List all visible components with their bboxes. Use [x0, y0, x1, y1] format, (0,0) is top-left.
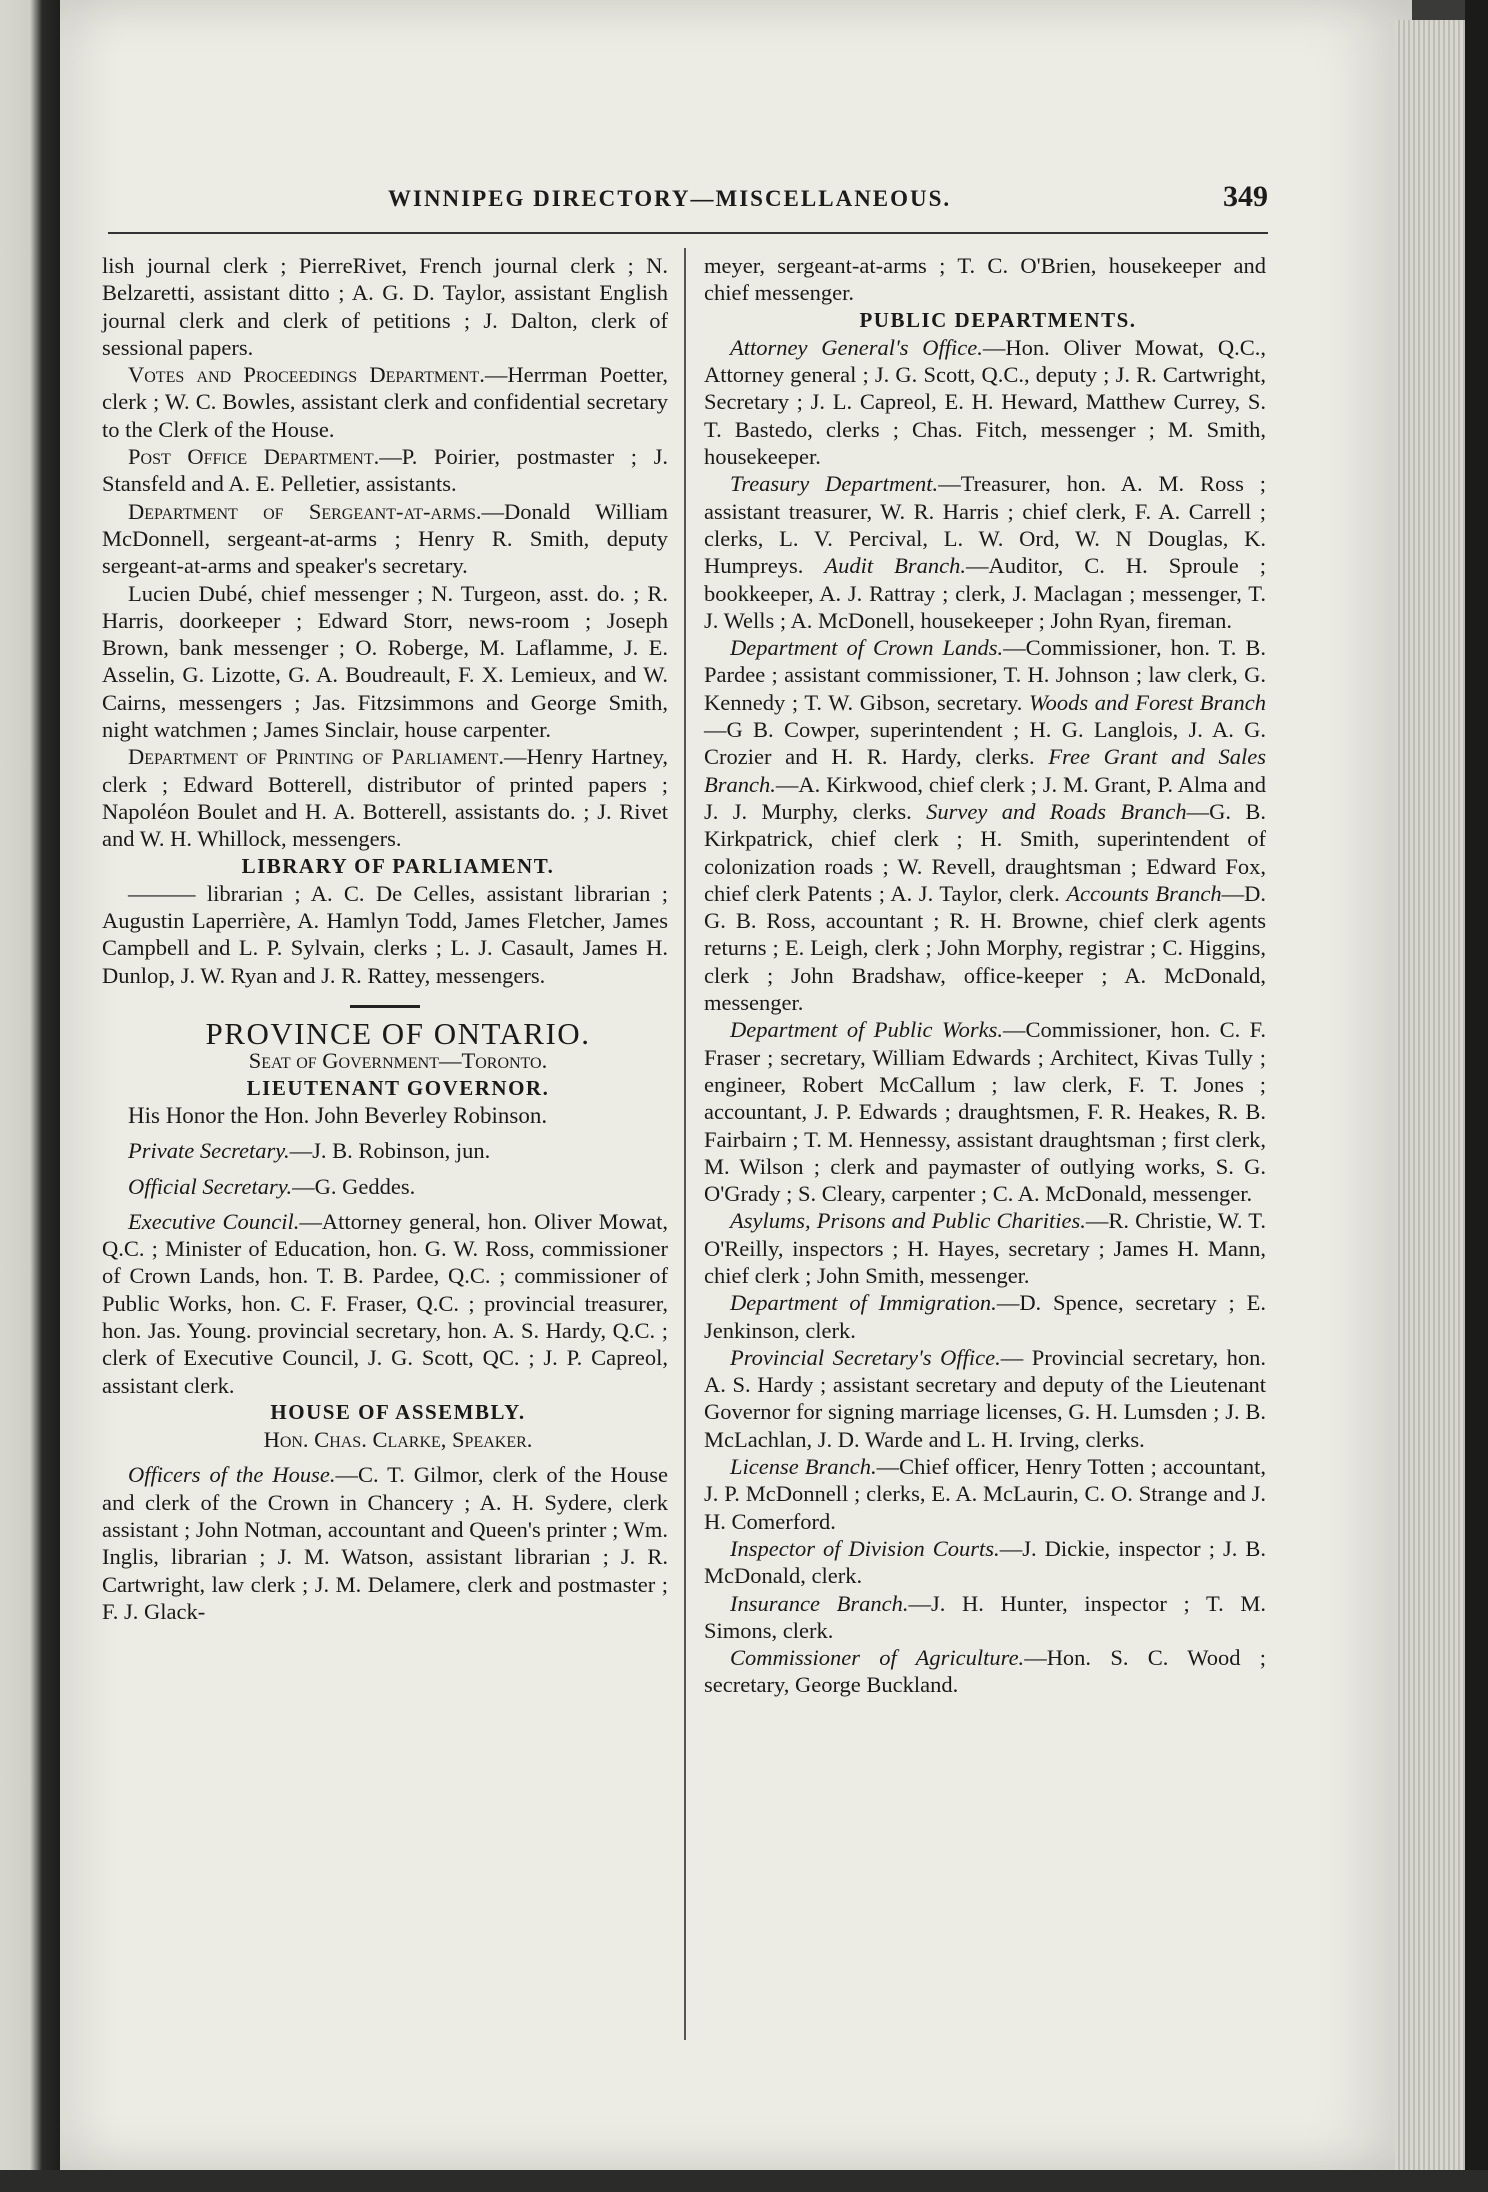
attorney-general-office — [704, 334, 1266, 470]
house-of-assembly-heading: HOUSE OF ASSEMBLY. — [270, 1399, 526, 1424]
running-header — [108, 180, 1268, 220]
crown-lands-body: —Commissioner, hon. T. B. Pardee ; assistant commissioner, T. H. Johnson ; law clerk, G. Kennedy ; T. W. Gibson, secretary. — [704, 635, 1266, 715]
free-grant-body: —A. Kirkwood, chief clerk ; J. M. Grant, P. Alma and J. J. Murphy, clerks. — [704, 771, 1266, 824]
immigration-body: —D. Spence, secretary ; E. Jenkinson, clerk. — [704, 1290, 1266, 1343]
license-branch-heading: License Branch. — [730, 1454, 877, 1480]
officers-of-house — [102, 1461, 668, 1625]
agriculture-body: —Hon. S. C. Wood ; secretary, George Buckland. — [704, 1645, 1266, 1698]
votes-department — [102, 361, 668, 443]
survey-roads-body: —G. B. Kirkpatrick, chief clerk ; H. Smith, superintendent of colonization roads ; W. Revell, draughtsman ; Edward Fox, chief clerk Patents ; A. J. Taylor, clerk. — [704, 798, 1266, 906]
official-secretary — [102, 1173, 668, 1200]
division-courts — [704, 1535, 1266, 1590]
left-paragraph-1: lish journal clerk ; PierreRivet, French journal clerk ; N. Belzaretti, assistant ditto ; A. G. D. Taylor, assistant English journal clerk and clerk of petitions ; J. Dalton, clerk of sessional papers. — [102, 253, 668, 360]
insurance-branch-body: —J. H. Hunter, inspector ; T. M. Simons, clerk. — [704, 1590, 1267, 1643]
official-secretary-body: —G. Geddes. — [292, 1173, 416, 1199]
page-edges — [1395, 20, 1465, 2190]
votes-department-body: —Herrman Poetter, clerk ; W. C. Bowles, assistant clerk and confidential secretary to the Clerk of the House. — [102, 362, 668, 442]
lieutenant-governor-heading: LIEUTENANT GOVERNOR. — [246, 1075, 550, 1100]
column-separator — [684, 248, 686, 2040]
library-body: ——— librarian ; A. C. De Celles, assistant librarian ; Augustin Laperrière, A. Hamlyn Todd, James Fletcher, James Campbell and L. P. Sylvain, clerks ; L. J. Casault, James H. Dunlop, J. W. Ryan and J. R. Rattey, messengers. — [102, 880, 668, 988]
division-courts-heading: Inspector of Division Courts. — [730, 1535, 1000, 1561]
provincial-secretary-office — [704, 1344, 1266, 1453]
header-rule — [108, 232, 1268, 234]
post-office-heading: Post Office Department. — [128, 444, 380, 470]
printing-body: —Henry Hartney, clerk ; Edward Botterell, distributor of printed papers ; Napoléon Boulet and H. A. Botterell, assistants do. ; J. Rivet and W. H. Whillock, messengers. — [102, 744, 668, 852]
immigration-heading: Department of Immigration. — [730, 1290, 997, 1316]
speaker-line: Hon. Chas. Clarke, Speaker. — [263, 1427, 533, 1453]
woods-forest-body: —G B. Cowper, superintendent ; H. G. Langlois, J. A. G. Crozier and H. R. Hardy, clerks. — [704, 717, 1266, 770]
executive-council — [102, 1208, 668, 1399]
immigration-department — [704, 1289, 1266, 1344]
bottom-band — [0, 2170, 1488, 2192]
survey-roads-heading: Survey and Roads Branch — [926, 798, 1187, 824]
asylums-charities — [704, 1207, 1266, 1289]
asylums-body: —R. Christie, W. T. O'Reilly, inspectors ; H. Hayes, secretary ; James H. Mann, chief clerk ; John Smith, messenger. — [704, 1208, 1267, 1288]
agriculture-commissioner — [704, 1644, 1266, 1699]
official-secretary-heading: Official Secretary. — [128, 1173, 293, 1199]
provincial-secretary-body: — Provincial secretary, hon. A. S. Hardy ; assistant secretary and deputy of the Lieutenant Governor for signing marriage licenses, G. H. Lumsden ; J. B. McLachlan, J. D. Warde and L. H. Irving, clerks. — [704, 1344, 1267, 1452]
right-column — [704, 252, 1266, 1699]
attorney-general-body: —Hon. Oliver Mowat, Q.C., Attorney general ; J. G. Scott, Q.C., deputy ; J. R. Cartwright, Secretary ; J. L. Capreol, E. H. Heward, Matthew Currey, S. T. Bastedo, clerks ; Chas. Fitch, messenger ; M. Smith, housekeeper. — [704, 334, 1267, 470]
accounts-branch-heading: Accounts Branch — [1066, 880, 1222, 906]
executive-council-body: —Attorney general, hon. Oliver Mowat, Q.C. ; Minister of Education, hon. G. W. Ross, commissioner of Crown Lands, hon. T. B. Pardee, Q.C. ; commissioner of Public Works, hon. C. F. Fraser, Q.C. ; provincial treasurer, hon. Jas. Young. provincial secretary, hon. A. S. Hardy, Q.C. ; clerk of Executive Council, J. G. Scott, QC. ; J. P. Capreol, assistant clerk. — [102, 1208, 668, 1398]
votes-department-heading: Votes and Proceedings Department. — [128, 362, 485, 388]
page-number: 349 — [1223, 180, 1268, 213]
accounts-branch-body: —D. G. B. Ross, accountant ; R. H. Browne, chief clerk agents returns ; E. Leigh, clerk ; John Morphy, registrar ; C. Higgins, clerk ; John Bradshaw, office-keeper ; A. McDonald, messenger. — [704, 880, 1266, 1016]
public-works-heading: Department of Public Works. — [730, 1017, 1003, 1043]
insurance-branch — [704, 1590, 1266, 1645]
section-divider — [350, 1005, 420, 1008]
book-spine — [1465, 0, 1488, 2192]
printing-department — [102, 743, 668, 852]
private-secretary-heading: Private Secretary. — [128, 1138, 290, 1164]
executive-council-heading: Executive Council. — [128, 1208, 300, 1234]
audit-branch-heading: Audit Branch. — [824, 553, 967, 579]
public-departments-heading: PUBLIC DEPARTMENTS. — [859, 307, 1137, 332]
free-grant-heading: Free Grant and Sales Branch. — [704, 744, 1267, 797]
agriculture-heading: Commissioner of Agriculture. — [730, 1645, 1025, 1671]
audit-branch-body: —Auditor, C. H. Sproule ; bookkeeper, A. J. Rattray ; clerk, J. Maclagan ; messenger, T. J. Wells ; A. McDonell, housekeeper ; John Ryan, fireman. — [704, 553, 1267, 633]
sergeant-department — [102, 498, 668, 580]
post-office-body: —P. Poirier, postmaster ; J. Stansfeld and A. E. Pelletier, assistants. — [102, 444, 668, 497]
running-title: WINNIPEG DIRECTORY—MISCELLANEOUS. — [388, 186, 952, 211]
left-margin — [0, 0, 60, 2192]
messengers-paragraph: Lucien Dubé, chief messenger ; N. Turgeon, asst. do. ; R. Harris, doorkeeper ; Edward Storr, news-room ; Joseph Brown, bank messenger ; O. Roberge, M. Laflamme, J. E. Asselin, G. Lizotte, G. A. Boudreault, F. X. Lemieux, and W. Cairns, messengers ; Jas. Fitzsimmons and George Smith, night watchmen ; James Sinclair, house carpenter. — [102, 580, 668, 743]
crown-lands-heading: Department of Crown Lands. — [730, 635, 1004, 661]
officers-heading: Officers of the House. — [128, 1462, 336, 1488]
treasury-heading: Treasury Department. — [730, 471, 939, 497]
library-heading: LIBRARY OF PARLIAMENT. — [241, 853, 555, 878]
printing-heading: Department of Printing of Parliament. — [128, 744, 504, 770]
provincial-secretary-heading: Provincial Secretary's Office. — [730, 1344, 1001, 1370]
division-courts-body: —J. Dickie, inspector ; J. B. McDonald, clerk. — [704, 1535, 1266, 1589]
public-works-body: —Commissioner, hon. C. F. Fraser ; secretary, William Edwards ; Architect, Kivas Tully ; engineer, Robert McCallum ; law clerk, F. T. Jones ; accountant, J. P. Edwards ; draughtsmen, F. R. Heakes, R. B. Fairbairn ; T. M. Hennessy, assistant draughtsman ; first clerk, M. Wilson ; clerk and paymaster of outlying works, S. G. O'Grady ; S. Cleary, carpenter ; C. A. McDonald, messenger. — [704, 1017, 1266, 1207]
seat-of-government: Seat of Government—Toronto. — [248, 1048, 548, 1074]
insurance-branch-heading: Insurance Branch. — [730, 1590, 909, 1616]
license-branch-body: —Chief officer, Henry Totten ; accountant, J. P. McDonnell ; clerks, E. A. McLaurin, C. O. Strange and J. H. Comerford. — [704, 1454, 1266, 1534]
post-office-department — [102, 443, 668, 498]
attorney-general-heading: Attorney General's Office. — [730, 334, 983, 360]
sergeant-heading: Department of Sergeant-at-arms. — [128, 498, 482, 524]
treasury-department — [704, 470, 1266, 634]
left-column — [102, 252, 668, 1625]
treasury-body: —Treasurer, hon. A. M. Ross ; assistant treasurer, W. R. Harris ; chief clerk, F. A. Carrell ; clerks, L. V. Percival, L. W. Ord, W. N Douglas, K. Humpreys. — [704, 471, 1266, 579]
private-secretary-body: —J. B. Robinson, jun. — [289, 1138, 491, 1164]
crown-lands-department — [704, 634, 1266, 1016]
license-branch — [704, 1453, 1266, 1535]
public-works-department — [704, 1016, 1266, 1207]
governor-name: His Honor the Hon. John Beverley Robinson. — [128, 1102, 548, 1128]
private-secretary — [102, 1137, 668, 1164]
officers-body: —C. T. Gilmor, clerk of the House and clerk of the Crown in Chancery ; A. H. Sydere, clerk assistant ; John Notman, accountant and Queen's printer ; Wm. Inglis, librarian ; J. M. Watson, assistant librarian ; J. R. Cartwright, law clerk ; J. M. Delamere, clerk and postmaster ; F. J. Glack- — [102, 1462, 668, 1624]
province-heading: PROVINCE OF ONTARIO. — [205, 1016, 591, 1052]
sergeant-body: —Donald William McDonnell, sergeant-at-arms ; Henry R. Smith, deputy sergeant-at-arms and speaker's secretary. — [102, 498, 668, 579]
woods-forest-heading: Woods and Forest Branch — [1028, 689, 1266, 715]
asylums-heading: Asylums, Prisons and Public Charities. — [730, 1208, 1086, 1234]
right-paragraph-1: meyer, sergeant-at-arms ; T. C. O'Brien, housekeeper and chief messenger. — [704, 253, 1266, 306]
